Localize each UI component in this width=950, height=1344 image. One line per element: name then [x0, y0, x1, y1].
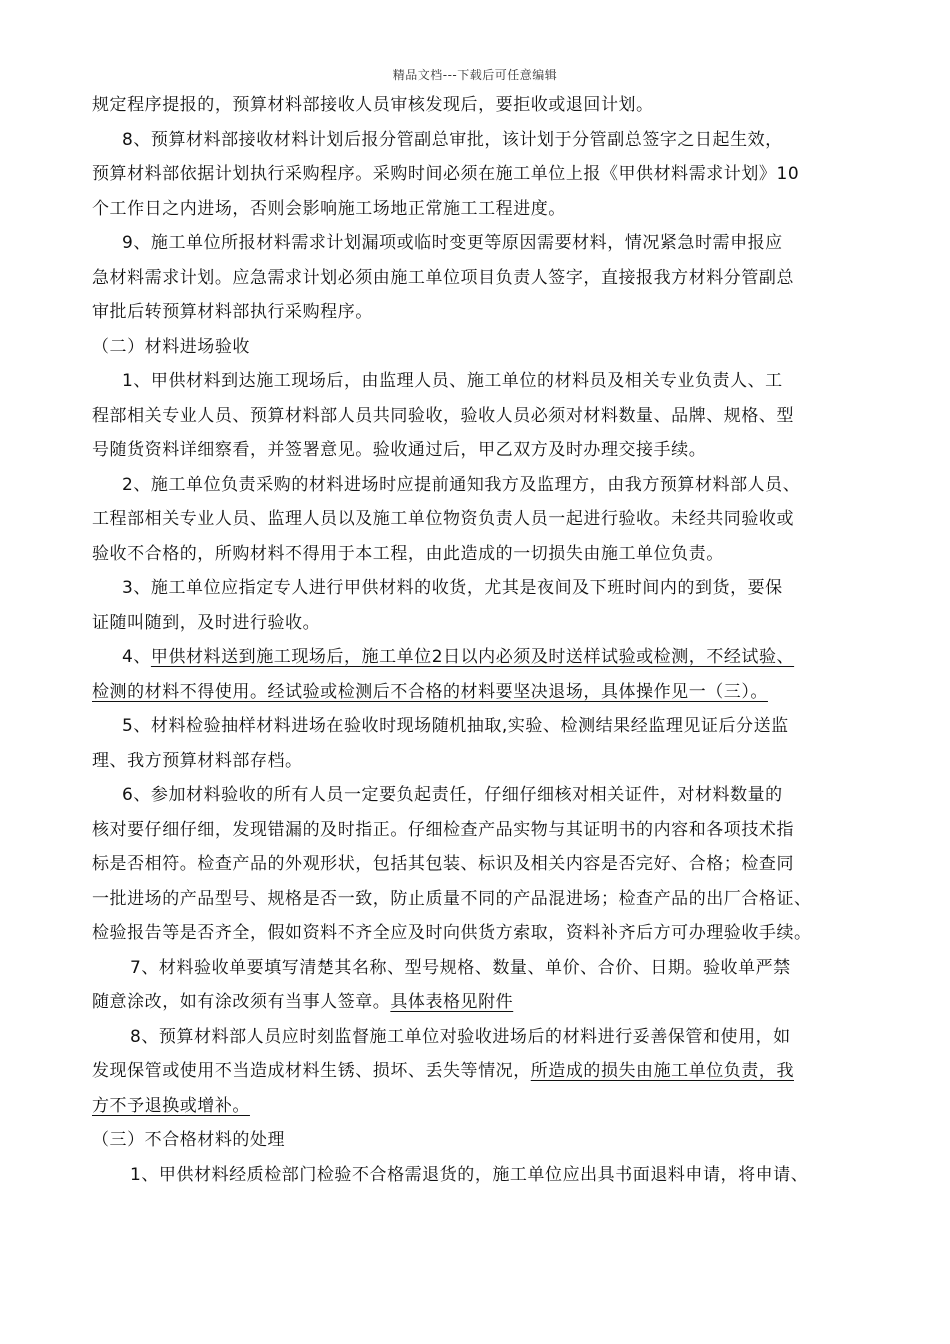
text-line [92, 640, 862, 675]
text-run: 2、施工单位负责采购的材料进场时应提前通知我方及监理方，由我方预算材料部人员、 [122, 474, 801, 495]
text-line [92, 1020, 862, 1055]
underlined-text: 方不予退换或增补。 [92, 1095, 250, 1116]
text-line [92, 675, 862, 710]
text-run: 号随货资料详细察看，并签署意见。验收通过后，甲乙双方及时办理交接手续。 [92, 440, 707, 460]
text-run: 3、施工单位应指定专人进行甲供材料的收货，尤其是夜间及下班时间内的到货，要保 [122, 578, 783, 598]
text-run: 发现保管或使用不当造成材料生锈、损坏、丢失等情况， [92, 1061, 531, 1081]
text-line [92, 88, 862, 123]
text-line [92, 226, 862, 261]
text-run: 1、甲供材料到达施工现场后，由监理人员、施工单位的材料员及相关专业负责人、工 [122, 371, 783, 391]
text-line [92, 916, 862, 951]
text-line [92, 606, 862, 641]
text-line [92, 468, 862, 503]
text-run: 随意涂改，如有涂改须有当事人签章。 [92, 992, 391, 1012]
text-line [92, 951, 862, 986]
text-run: 程部相关专业人员、预算材料部人员共同验收，验收人员必须对材料数量、品牌、规格、型 [92, 405, 794, 426]
page-header: 精品文档---下载后可任意编辑 [392, 68, 558, 82]
text-line [92, 261, 862, 296]
text-run: 标是否相符。检查产品的外观形状，包括其包装、标识及相关内容是否完好、合格；检查同 [92, 854, 794, 874]
text-run: 8、预算材料部人员应时刻监督施工单位对验收进场后的材料进行妥善保管和使用，如 [130, 1026, 791, 1047]
text-run: 核对要仔细仔细，发现错漏的及时指正。仔细检查产品实物与其证明书的内容和各项技术指 [92, 819, 794, 840]
text-run: 1、甲供材料经质检部门检验不合格需退货的，施工单位应出具书面退料申请，将申请、 [130, 1164, 809, 1185]
text-line [92, 295, 862, 330]
text-line [92, 1158, 862, 1193]
text-run: 一批进场的产品型号、规格是否一致，防止质量不同的产品混进场；检查产品的出厂合格证、 [92, 888, 812, 909]
text-line [92, 1089, 862, 1124]
document-body [92, 88, 862, 1192]
text-line [92, 1123, 862, 1158]
text-run: 证随叫随到，及时进行验收。 [92, 612, 321, 633]
text-run: 理、我方预算材料部存档。 [92, 750, 303, 771]
text-line [92, 778, 862, 813]
text-line [92, 364, 862, 399]
text-line [92, 882, 862, 917]
text-line [92, 1054, 862, 1089]
underlined-text: 具体表格见附件 [390, 992, 514, 1012]
text-run: 审批后转预算材料部执行采购程序。 [92, 302, 373, 322]
text-line [92, 571, 862, 606]
underlined-text: 甲供材料送到施工现场后，施工单位2日以内必须及时送样试验或检测，不经试验、 [150, 647, 795, 667]
text-run: 工程部相关专业人员、监理人员以及施工单位物资负责人员一起进行验收。未经共同验收或 [92, 509, 794, 529]
text-line [92, 744, 862, 779]
text-line [92, 502, 862, 537]
text-run: 个工作日之内进场，否则会影响施工场地正常施工工程进度。 [92, 198, 566, 219]
text-run: 8、预算材料部接收材料计划后报分管副总审批，该计划于分管副总签字之日起生效， [122, 129, 783, 150]
text-line [92, 813, 862, 848]
text-run: 规定程序提报的，预算材料部接收人员审核发现后，要拒收或退回计划。 [92, 95, 654, 115]
text-line [92, 433, 862, 468]
text-run: 5、材料检验抽样材料进场在验收时现场随机抽取,实验、检测结果经监理见证后分送监 [122, 716, 789, 736]
text-line [92, 123, 862, 158]
text-line [92, 847, 862, 882]
text-run: （三）不合格材料的处理 [92, 1130, 286, 1150]
text-line [92, 537, 862, 572]
text-run: 验收不合格的，所购材料不得用于本工程，由此造成的一切损失由施工单位负责。 [92, 543, 724, 564]
text-line [92, 157, 862, 192]
text-line [92, 709, 862, 744]
text-run: 9、施工单位所报材料需求计划漏项或临时变更等原因需要材料，情况紧急时需申报应 [122, 233, 783, 253]
text-line [92, 192, 862, 227]
text-run: 7、材料验收单要填写清楚其名称、型号规格、数量、单价、合价、日期。验收单严禁 [130, 957, 791, 978]
underlined-text: 所造成的损失由施工单位负责，我 [530, 1061, 794, 1081]
text-run: 6、参加材料验收的所有人员一定要负起责任，仔细仔细核对相关证件，对材料数量的 [122, 785, 783, 805]
text-run: （二）材料进场验收 [92, 336, 250, 357]
text-run: 急材料需求计划。应急需求计划必须由施工单位项目负责人签字，直接报我方材料分管副总 [92, 267, 794, 288]
text-run: 4、 [122, 647, 151, 667]
text-line [92, 399, 862, 434]
text-line [92, 330, 862, 365]
underlined-text: 检测的材料不得使用。经试验或检测后不合格的材料要坚决退场，具体操作见一（三）。 [92, 681, 768, 702]
text-run: 检验报告等是否齐全，假如资料不齐全应及时向供货方索取，资料补齐后方可办理验收手续。 [92, 923, 812, 943]
text-run: 预算材料部依据计划执行采购程序。采购时间必须在施工单位上报《甲供材料需求计划》10 [92, 164, 800, 184]
text-line [92, 985, 862, 1020]
